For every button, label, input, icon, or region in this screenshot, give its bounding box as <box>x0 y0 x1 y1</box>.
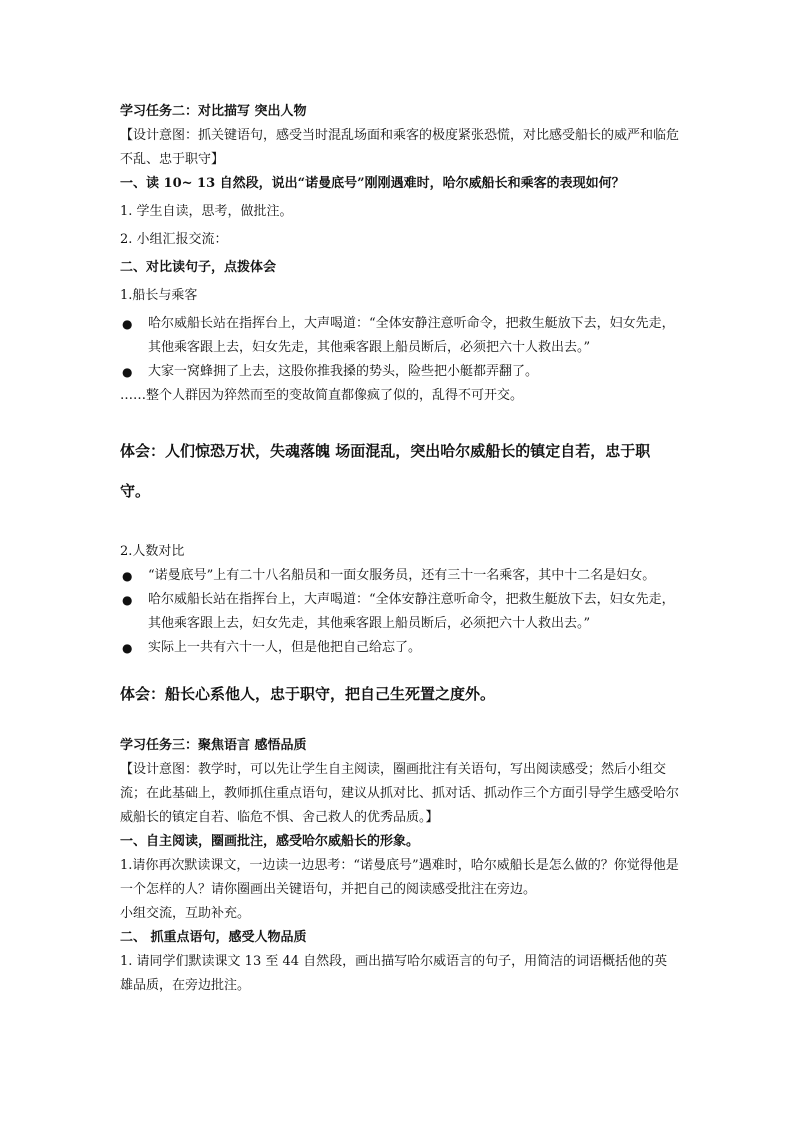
bullet-item <box>120 636 680 660</box>
section-heading-compare: 二、对比读句子，点拨体会 <box>120 260 277 275</box>
insight-1: 体会：人们惊恐万状，失魂落魄 场面混乱，突出哈尔威船长的镇定自若，忠于职守。 <box>120 442 651 500</box>
bullet-dot-icon: ● <box>122 641 133 655</box>
task2-design-intent: 【设计意图：抓关键语句，感受当时混乱场面和乘客的极度紧张恐慌，对比感受船长的威严和临危不乱、忠于职守】 <box>120 128 680 167</box>
bullet-dot-icon: ● <box>122 317 133 331</box>
step-self-read: 1. 学生自读，思考，做批注。 <box>120 204 293 219</box>
task2-title: 学习任务二：对比描写 突出人物 <box>120 104 307 119</box>
document-body <box>120 92 680 998</box>
bullet-text: 大家一窝蜂拥了上去，这股你推我搡的势头，险些把小艇都弄翻了。 <box>148 364 539 379</box>
task3-paragraph-2: 小组交流，互助补充。 <box>120 906 251 921</box>
bullet-item <box>120 312 680 360</box>
task2-question-1: 一、读 10~ 13 自然段，说出“诺曼底号”刚刚遇难时，哈尔威船长和乘客的表现如何？ <box>120 176 625 191</box>
bullet-dot-icon: ● <box>122 569 133 583</box>
task3-design-intent: 【设计意图：教学时，可以先让学生自主阅读，圈画批注有关语句，写出阅读感受；然后小组交流；在此基础上，教师抓住重点语句，建议从抓对比、抓对话、抓动作三个方面引导学生感受哈尔威船长的镇定自若、临危不惧、舍己救人的优秀品质。】 <box>120 762 680 825</box>
task3-heading-2: 二、 抓重点语句，感受人物品质 <box>120 930 307 945</box>
bullet-dot-icon: ● <box>122 365 133 379</box>
subheading-head-count: 2.人数对比 <box>120 544 185 559</box>
bullet-text: 哈尔威船长站在指挥台上，大声喝道：“全体安静注意听命令，把救生艇放下去，妇女先走，其他乘客跟上去，妇女先走，其他乘客跟上船员断后，必须把六十人救出去。” <box>148 316 675 355</box>
task3-title: 学习任务三：聚焦语言 感悟品质 <box>120 738 307 753</box>
bullet-text: 实际上一共有六十一人，但是他把自己给忘了。 <box>148 640 422 655</box>
bullet-dot-icon: ● <box>122 593 133 607</box>
task3-paragraph-1: 1.请你再次默读课文，一边读一边思考：“诺曼底号”遇难时，哈尔威船长是怎么做的？你觉得他是一个怎样的人？请你圈画出关键语句，并把自己的阅读感受批注在旁边。 <box>120 858 679 897</box>
step-group-report: 2. 小组汇报交流： <box>120 232 228 247</box>
bullet-text: 哈尔威船长站在指挥台上，大声喝道：“全体安静注意听命令，把救生艇放下去，妇女先走，其他乘客跟上去，妇女先走，其他乘客跟上船员断后，必须把六十人救出去。” <box>148 592 675 631</box>
task3-paragraph-3: 1. 请同学们默读课文 13 至 44 自然段，画出描写哈尔威语言的句子，用简洁的词语概括他的英雄品质，在旁边批注。 <box>120 954 668 993</box>
insight-2: 体会：船长心系他人，忠于职守，把自己生死置之度外。 <box>120 685 496 703</box>
task3-heading-1: 一、自主阅读，圈画批注，感受哈尔威船长的形象。 <box>120 834 420 849</box>
bullet-item <box>120 588 680 636</box>
bullet-item <box>120 564 680 588</box>
excerpt-line: ……整个人群因为猝然而至的变故简直都像疯了似的，乱得不可开交。 <box>120 388 524 403</box>
bullet-item <box>120 360 680 384</box>
bullet-text: “诺曼底号”上有二十八名船员和一面女服务员，还有三十一名乘客，其中十二名是妇女。 <box>148 568 656 583</box>
subheading-captain-passengers: 1.船长与乘客 <box>120 288 198 303</box>
